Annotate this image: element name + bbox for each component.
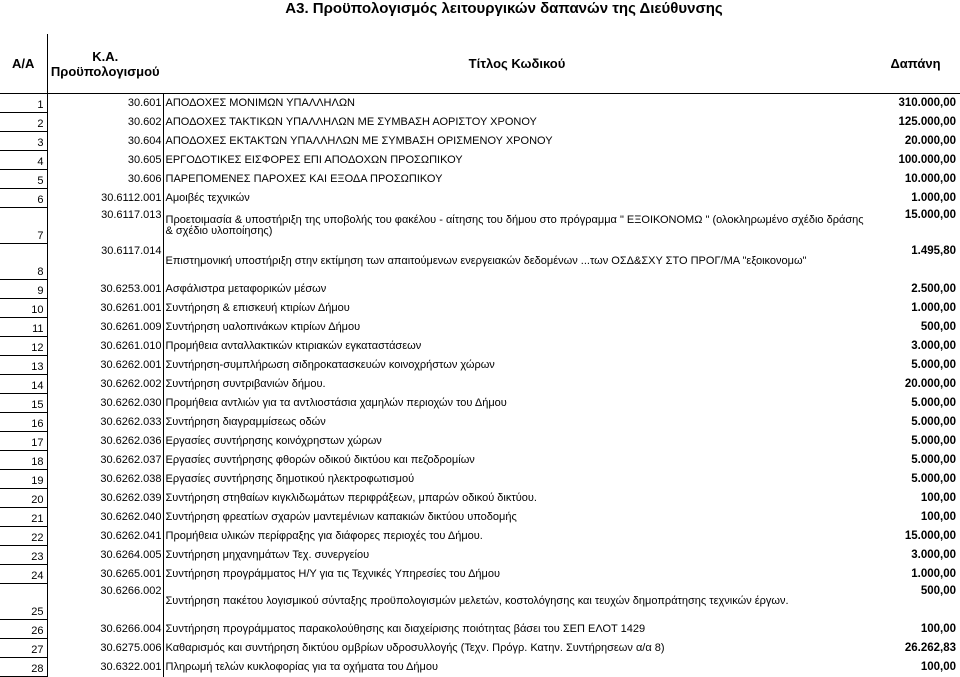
row-amount: 1.000,00 <box>911 301 956 314</box>
row-aa: 10 <box>0 299 47 318</box>
row-aa: 12 <box>0 337 47 356</box>
row-code: 30.602 <box>127 115 162 128</box>
row-aa: 1 <box>0 94 47 113</box>
table-row <box>0 299 960 318</box>
row-title: ΑΠΟΔΟΧΕΣ ΕΚΤΑΚΤΩΝ ΥΠΑΛΛΗΛΩΝ ΜΕ ΣΥΜΒΑΣΗ ΟΡΙΣΜΕΝΟΥ ΧΡΟΝΟΥ <box>163 132 871 151</box>
row-amount: 100,00 <box>920 510 956 523</box>
row-code: 30.6266.004 <box>100 622 162 635</box>
row-title: ΠΑΡΕΠΟΜΕΝΕΣ ΠΑΡΟΧΕΣ ΚΑΙ ΕΞΟΔΑ ΠΡΟΣΩΠΙΚΟΥ <box>163 170 871 189</box>
row-code: 30.6262.038 <box>100 472 162 485</box>
table-row <box>0 318 960 337</box>
row-amount: 3.000,00 <box>911 548 956 561</box>
row-code: 30.6262.001 <box>100 358 162 371</box>
row-amount: 5.000,00 <box>911 358 956 371</box>
row-code: 30.6253.001 <box>100 282 162 295</box>
row-aa: 25 <box>0 584 47 620</box>
header-amount: Δαπάνη <box>871 34 960 94</box>
table-row <box>0 394 960 413</box>
row-aa: 2 <box>0 113 47 132</box>
row-code: 30.6322.001 <box>100 660 162 673</box>
row-title: Συντήρηση συντριβανιών δήμου. <box>163 375 871 394</box>
row-amount: 310.000,00 <box>898 96 956 109</box>
row-title: Ασφάλιστρα μεταφορικών μέσων <box>163 280 871 299</box>
row-title: Καθαρισμός και συντήρηση δικτύου ομβρίων υδροσυλλογής (Τεχν. Πρόγρ. Κατην. Συντήρησεων α/α 8) <box>163 639 871 658</box>
row-code: 30.6262.002 <box>100 377 162 390</box>
table-row <box>0 432 960 451</box>
row-amount: 2.500,00 <box>911 282 956 295</box>
row-amount: 125.000,00 <box>898 115 956 128</box>
row-title: Συντήρηση προγράμματος παρακολούθησης και διαχείρισης ποιότητας βάσει του ΣΕΠ ΕΛΟΤ 1429 <box>163 620 871 639</box>
row-code: 30.6262.033 <box>100 415 162 428</box>
page-title: Α3. Προϋπολογισμός λειτουργικών δαπανών της Διεύθυνσης <box>285 0 723 17</box>
row-code: 30.6262.041 <box>100 529 162 542</box>
row-aa: 6 <box>0 189 47 208</box>
table-row <box>0 451 960 470</box>
table-row <box>0 189 960 208</box>
row-aa: 11 <box>0 318 47 337</box>
row-aa: 19 <box>0 470 47 489</box>
row-aa: 7 <box>0 208 47 244</box>
row-aa: 17 <box>0 432 47 451</box>
table-row <box>0 280 960 299</box>
row-code: 30.606 <box>127 172 162 185</box>
row-code: 30.6262.039 <box>100 491 162 504</box>
row-amount: 5.000,00 <box>911 453 956 466</box>
row-aa: 26 <box>0 620 47 639</box>
table-row <box>0 565 960 584</box>
row-amount: 100,00 <box>920 491 956 504</box>
row-aa: 28 <box>0 658 47 677</box>
row-amount: 5.000,00 <box>911 434 956 447</box>
row-amount: 5.000,00 <box>911 396 956 409</box>
row-title: Πληρωμή τελών κυκλοφορίας για τα οχήματα του Δήμου <box>163 658 871 677</box>
row-title: Συντήρηση στηθαίων κιγκλιδωμάτων περιφράξεων, μπαρών οδικού δικτύου. <box>163 489 871 508</box>
row-title: Προμήθεια ανταλλακτικών κτιριακών εγκαταστάσεων <box>163 337 871 356</box>
row-title: Συντήρηση μηχανημάτων Τεχ. συνεργείου <box>163 546 871 565</box>
table-row <box>0 151 960 170</box>
row-code: 30.6265.001 <box>100 567 162 580</box>
table-row <box>0 170 960 189</box>
row-code: 30.6264.005 <box>100 548 162 561</box>
row-title: Επιστημονική υποστήριξη στην εκτίμηση των απαιτούμενων ενεργειακών δεδομένων ...των ΟΣΔ&ΣΧΥ ΣΤΟ ΠΡΟΓ/ΜΑ "εξοικονομω" <box>163 244 871 280</box>
table-row <box>0 337 960 356</box>
table-row <box>0 546 960 565</box>
table-row <box>0 527 960 546</box>
row-aa: 16 <box>0 413 47 432</box>
row-code: 30.6266.002 <box>100 584 162 597</box>
row-code: 30.6262.036 <box>100 434 162 447</box>
row-amount: 20.000,00 <box>904 377 956 390</box>
row-amount: 5.000,00 <box>911 415 956 428</box>
row-code: 30.6275.006 <box>100 641 162 654</box>
table-row <box>0 584 960 620</box>
row-aa: 22 <box>0 527 47 546</box>
row-amount: 15.000,00 <box>904 529 956 542</box>
row-amount: 15.000,00 <box>904 208 956 221</box>
row-title: Εργασίες συντήρησης φθορών οδικού δικτύου και πεζοδρομίων <box>163 451 871 470</box>
row-title: Συντήρηση φρεατίων σχαρών μαντεμένιων καπακιών δικτύου υποδομής <box>163 508 871 527</box>
row-code: 30.601 <box>127 96 162 109</box>
row-amount: 20.000,00 <box>904 134 956 147</box>
table-row <box>0 94 960 113</box>
table-row <box>0 244 960 280</box>
header-code: Κ.Α. Προϋπολογισμού <box>47 34 163 94</box>
row-amount: 5.000,00 <box>911 472 956 485</box>
row-aa: 23 <box>0 546 47 565</box>
row-code: 30.6262.030 <box>100 396 162 409</box>
row-aa: 15 <box>0 394 47 413</box>
table-row <box>0 356 960 375</box>
row-aa: 24 <box>0 565 47 584</box>
table-row <box>0 375 960 394</box>
table-row <box>0 489 960 508</box>
row-amount: 1.000,00 <box>911 191 956 204</box>
row-title: Αμοιβές τεχνικών <box>163 189 871 208</box>
table-row <box>0 620 960 639</box>
row-code: 30.6117.014 <box>101 244 162 257</box>
row-amount: 100,00 <box>920 660 956 673</box>
row-code: 30.605 <box>127 153 162 166</box>
row-aa: 9 <box>0 280 47 299</box>
row-title: Συντήρηση & επισκευή κτιρίων Δήμου <box>163 299 871 318</box>
row-title: Εργασίες συντήρησης δημοτικού ηλεκτροφωτισμού <box>163 470 871 489</box>
row-aa: 4 <box>0 151 47 170</box>
row-aa: 5 <box>0 170 47 189</box>
row-title: Συντήρηση προγράμματος Η/Υ για τις Τεχνικές Υπηρεσίες του Δήμου <box>163 565 871 584</box>
row-aa: 13 <box>0 356 47 375</box>
row-amount: 500,00 <box>920 584 956 597</box>
row-title: ΑΠΟΔΟΧΕΣ ΤΑΚΤΙΚΩΝ ΥΠΑΛΛΗΛΩΝ ΜΕ ΣΥΜΒΑΣΗ ΑΟΡΙΣΤΟΥ ΧΡΟΝΟΥ <box>163 113 871 132</box>
row-code: 30.6261.010 <box>100 339 162 352</box>
row-title: Εργασίες συντήρησης κοινόχρηστων χώρων <box>163 432 871 451</box>
row-amount: 10.000,00 <box>904 172 956 185</box>
table-row <box>0 208 960 244</box>
table-row <box>0 658 960 677</box>
row-amount: 26.262,83 <box>904 641 956 654</box>
row-title: Προμήθεια υλικών περίφραξης για διάφορες περιοχές του Δήμου. <box>163 527 871 546</box>
table-row <box>0 413 960 432</box>
row-aa: 8 <box>0 244 47 280</box>
header-title: Τίτλος Κωδικού <box>163 34 871 94</box>
table-row <box>0 639 960 658</box>
row-aa: 3 <box>0 132 47 151</box>
row-aa: 14 <box>0 375 47 394</box>
row-title: Συντήρηση διαγραμμίσεως οδών <box>163 413 871 432</box>
row-amount: 3.000,00 <box>911 339 956 352</box>
row-amount: 500,00 <box>920 320 956 333</box>
row-amount: 100,00 <box>920 622 956 635</box>
table-row <box>0 470 960 489</box>
row-code: 30.6262.040 <box>100 510 162 523</box>
row-code: 30.6262.037 <box>100 453 162 466</box>
row-code: 30.6261.001 <box>100 301 162 314</box>
row-amount: 1.495,80 <box>911 244 956 257</box>
budget-table <box>0 34 960 677</box>
row-aa: 20 <box>0 489 47 508</box>
row-aa: 18 <box>0 451 47 470</box>
table-row <box>0 508 960 527</box>
row-code: 30.6261.009 <box>100 320 162 333</box>
row-title: Προμήθεια αντλιών για τα αντλιοστάσια χαμηλών περιοχών του Δήμου <box>163 394 871 413</box>
row-aa: 27 <box>0 639 47 658</box>
row-amount: 100.000,00 <box>898 153 956 166</box>
row-title: Προετοιμασία & υποστήριξη της υποβολής του φακέλου - αίτησης του δήμου στο πρόγραμμα " ΕΞΟΙΚΟΝΟΜΩ " (ολοκληρωμένο σχέδιο δράσης & σχέδιο υλοποίησης) <box>163 208 871 244</box>
row-title: Συντήρηση πακέτου λογισμικού σύνταξης προϋπολογισμών μελετών, κοστολόγησης και τευχών δημοπράτησης τεχνικών έργων. <box>163 584 871 620</box>
table-header-row <box>0 34 960 94</box>
table-row <box>0 132 960 151</box>
row-amount: 1.000,00 <box>911 567 956 580</box>
row-title: Συντήρηση-συμπλήρωση σιδηροκατασκευών κοινοχρήστων χώρων <box>163 356 871 375</box>
row-title: ΑΠΟΔΟΧΕΣ ΜΟΝΙΜΩΝ ΥΠΑΛΛΗΛΩΝ <box>163 94 871 113</box>
row-title: ΕΡΓΟΔΟΤΙΚΕΣ ΕΙΣΦΟΡΕΣ ΕΠΙ ΑΠΟΔΟΧΩΝ ΠΡΟΣΩΠΙΚΟΥ <box>163 151 871 170</box>
row-code: 30.6117.013 <box>101 208 162 221</box>
header-aa: Α/Α <box>0 34 47 94</box>
row-code: 30.6112.001 <box>101 191 162 204</box>
row-title: Συντήρηση υαλοπινάκων κτιρίων Δήμου <box>163 318 871 337</box>
table-row <box>0 113 960 132</box>
row-aa: 21 <box>0 508 47 527</box>
row-code: 30.604 <box>127 134 162 147</box>
